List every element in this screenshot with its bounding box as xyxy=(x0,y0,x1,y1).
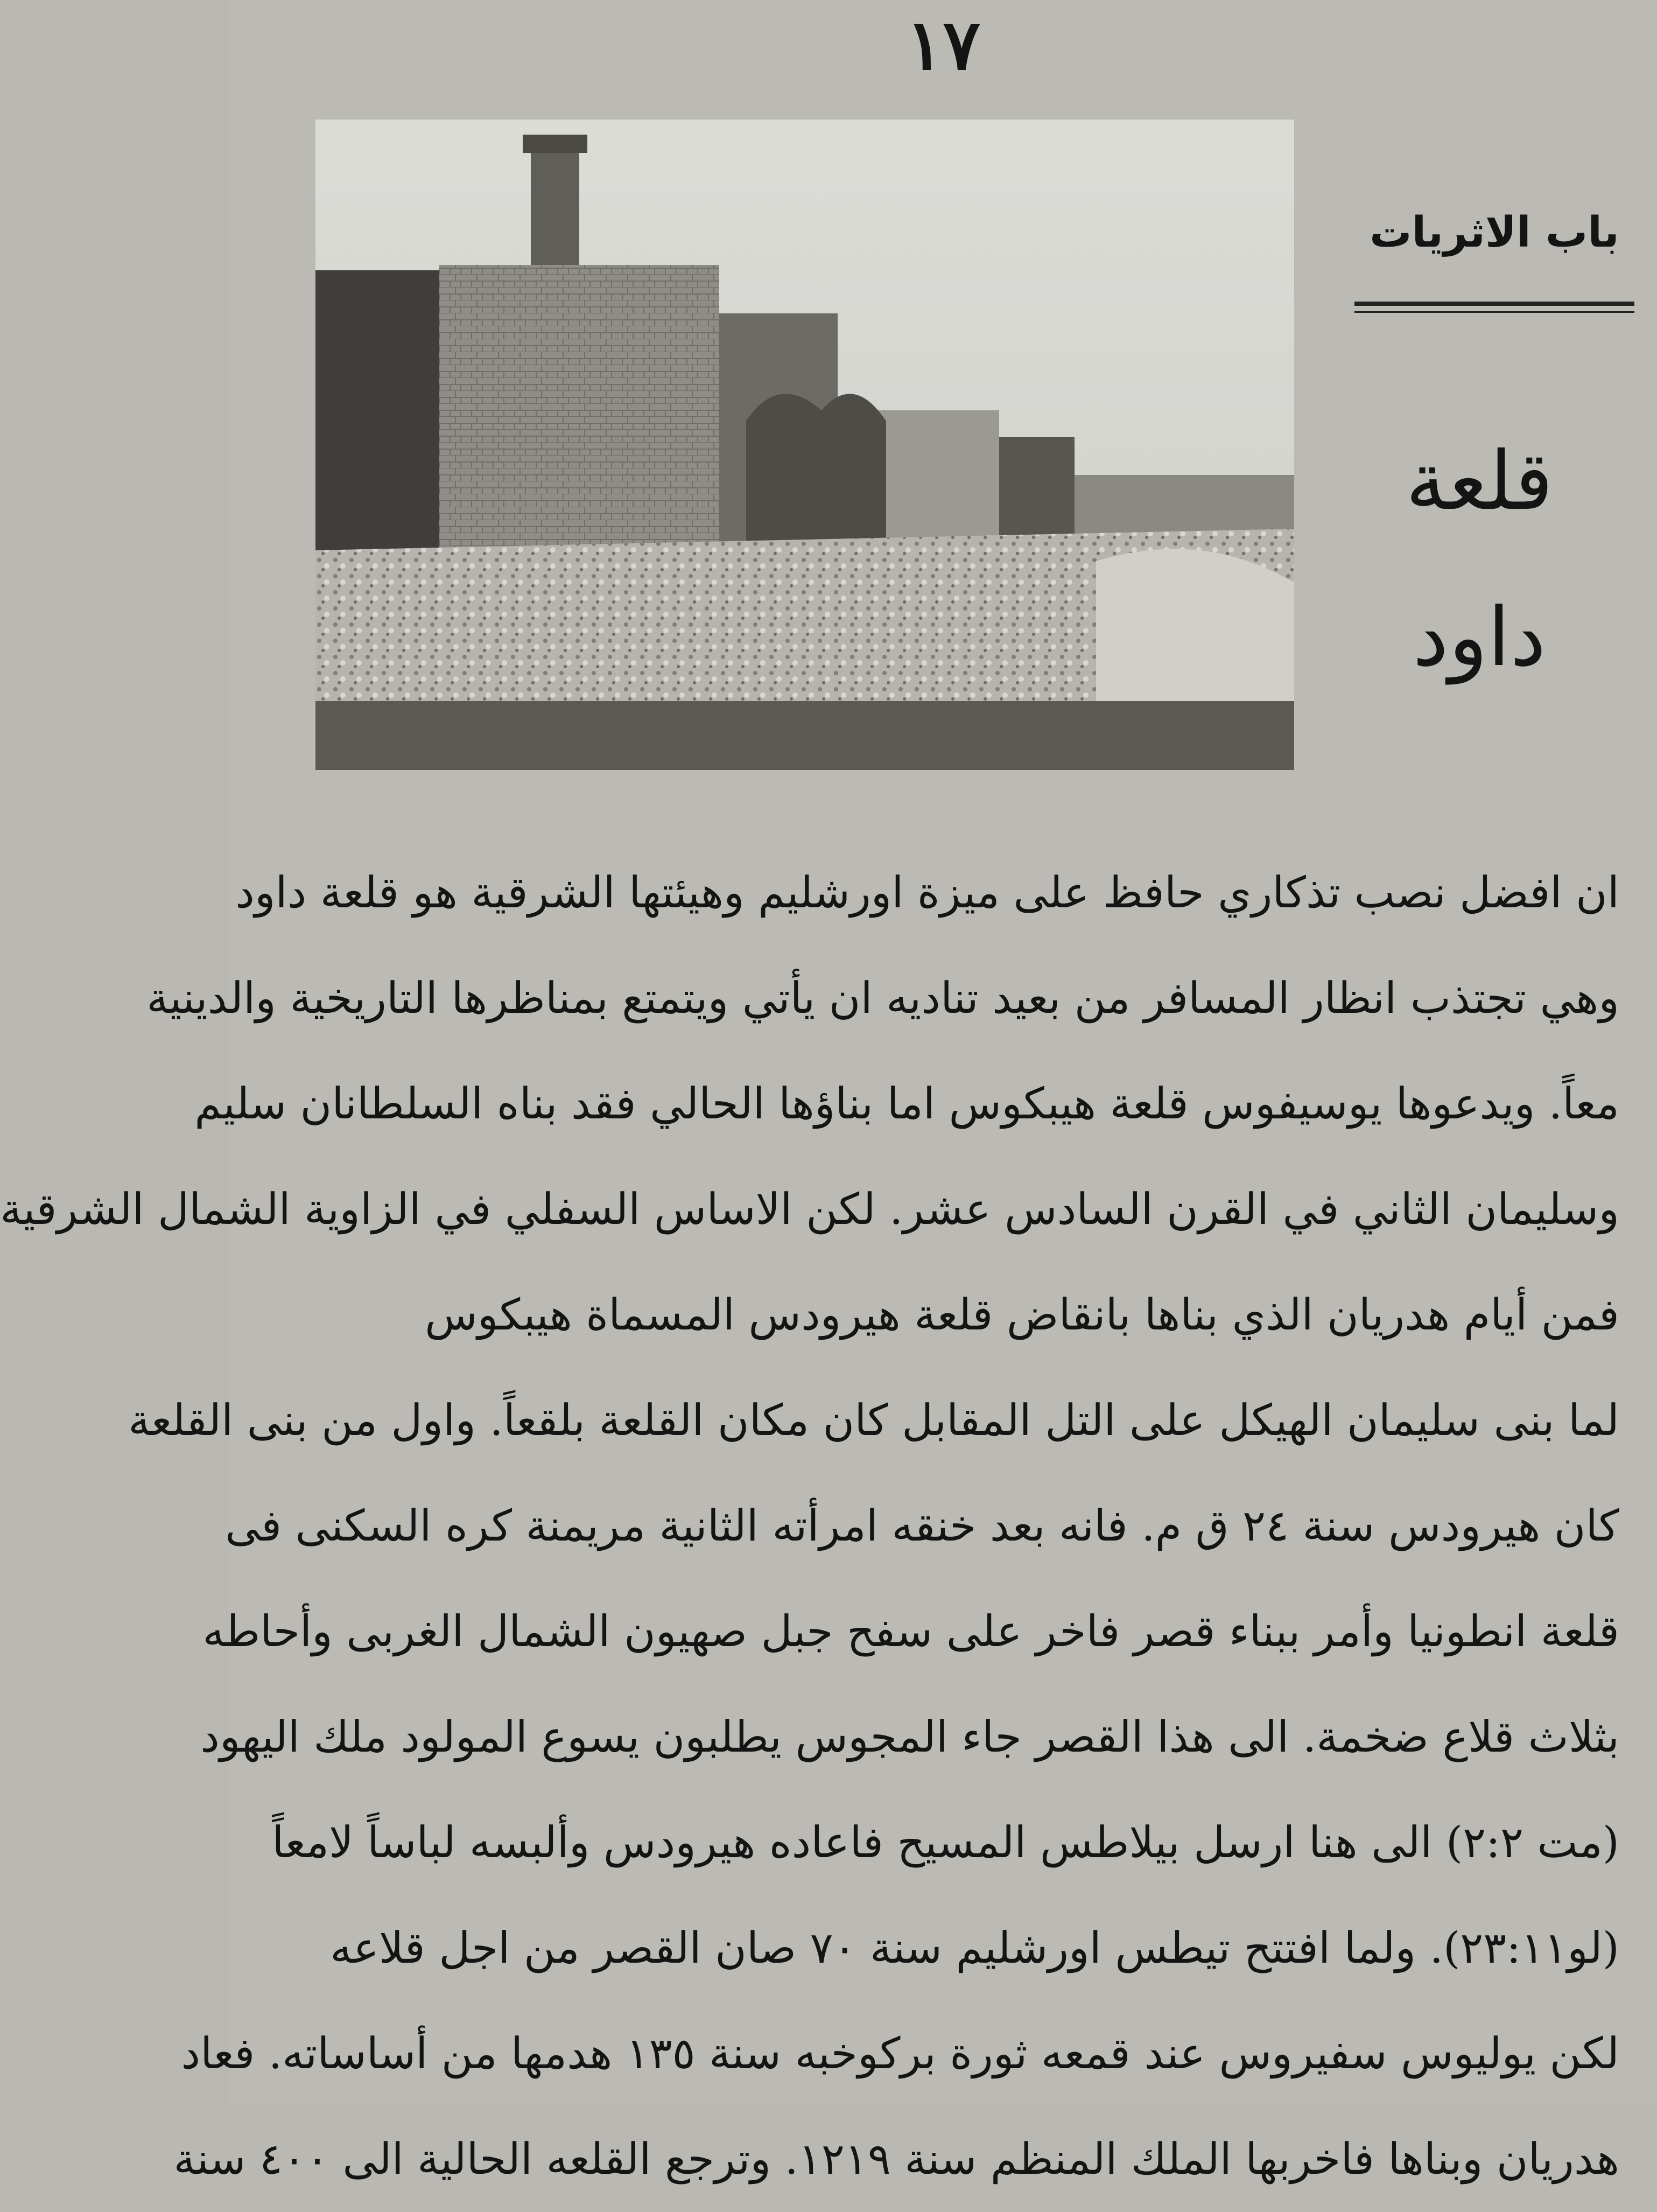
article-title-line-2: داود xyxy=(1413,591,1546,684)
foreground-crowd xyxy=(315,701,1294,770)
tower-left xyxy=(315,270,439,550)
body-line: (لو٢٣:١١). ولما افتتح تيطس اورشليم سنة ٧٠ صان القصر من اجل قلاعه xyxy=(330,1923,1619,1973)
body-line: ان افضل نصب تذكاري حافظ على ميزة اورشليم وهيئتها الشرقية هو قلعة داود xyxy=(235,867,1619,918)
body-line: وسليمان الثاني في القرن السادس عشر. لكن الاساس السفلي في الزاوية الشمال الشرقية xyxy=(0,1184,1619,1234)
body-line: وهي تجتذب انظار المسافر من بعيد تناديه ان يأتي ويتمتع بمناظرها التاريخية والدينية xyxy=(146,973,1619,1023)
body-line: (مت ٢:٢) الى هنا ارسل بيلاطس المسيح فاعاده هيرودس وألبسه لباساً لامعاً xyxy=(272,1817,1619,1867)
article-title-line-1: قلعة xyxy=(1405,435,1554,528)
minaret-gallery xyxy=(523,135,587,153)
body-line: هدريان وبناها فاخربها الملك المنظم سنة ١٢١٩. وترجع القلعه الحالية الى ٤٠٠ سنة xyxy=(173,2134,1619,2184)
section-label: باب الاثريات xyxy=(1370,208,1619,257)
section-rule-thin xyxy=(1354,311,1634,313)
citadel-wall xyxy=(439,265,719,550)
body-line: بثلاث قلاع ضخمة. الى هذا القصر جاء المجوس يطلبون يسوع المولود ملك اليهود xyxy=(200,1712,1619,1762)
body-line: لما بنى سليمان الهيكل على التل المقابل كان مكان القلعة بلقعاً. واول من بنى القلعة xyxy=(128,1395,1619,1445)
body-line: لكن يوليوس سفيروس عند قمعه ثورة بركوخبه سنة ١٣٥ هدمها من أساساته. فعاد xyxy=(181,2028,1619,2078)
section-rule xyxy=(1354,302,1634,306)
tower-right xyxy=(999,437,1075,550)
body-line: كان هيرودس سنة ٢٤ ق م. فانه بعد خنقه امرأته الثانية مريمنة كره السكنى فى xyxy=(225,1501,1619,1551)
body-line: فمن أيام هدريان الذي بناها بانقاض قلعة هيرودس المسماة هيبكوس xyxy=(425,1290,1619,1340)
citadel-illustration xyxy=(315,120,1294,770)
body-line: قلعة انطونيا وأمر ببناء قصر فاخر على سفح جبل صهيون الشمال الغربى وأحاطه xyxy=(202,1606,1619,1656)
body-line: معاً. ويدعوها يوسيفوس قلعة هيبكوس اما بناؤها الحالي فقد بناه السلطانان سليم xyxy=(194,1079,1619,1129)
citadel-photo xyxy=(315,120,1294,770)
page-number: ١٧ xyxy=(906,5,980,86)
trees xyxy=(746,394,886,550)
article-body xyxy=(0,840,1619,2212)
